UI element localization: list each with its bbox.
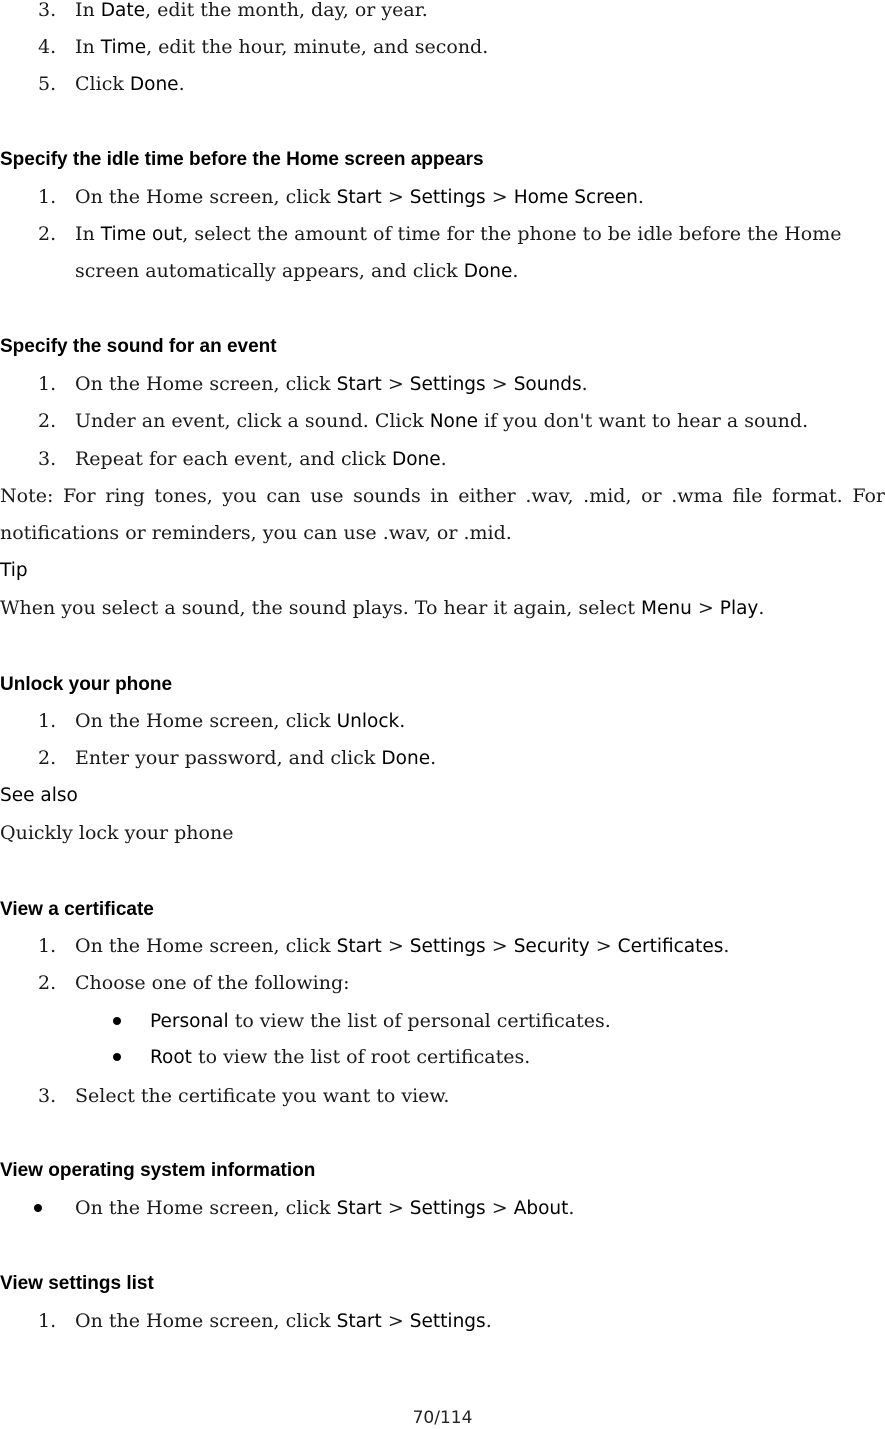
list-number: 5.: [38, 73, 57, 95]
ui-term: Start: [336, 187, 382, 208]
note-text-line-2: notifications or reminders, you can use .wav, or .mid.: [0, 522, 512, 544]
list-number: 3.: [38, 448, 57, 470]
list-text: Repeat for each event, and click Done.: [75, 448, 447, 470]
ui-term: Start: [336, 1311, 382, 1332]
ui-term: Security: [513, 936, 590, 957]
list-text: Enter your password, and click Done.: [75, 747, 437, 769]
tip-text: When you select a sound, the sound plays. To hear it again, select Menu > Play.: [0, 597, 765, 619]
list-text: Select the certificate you want to view.: [75, 1085, 450, 1107]
ui-term: Settings: [409, 187, 486, 208]
tip-label: Tip: [0, 560, 28, 581]
page-number: 70/114: [412, 1408, 473, 1428]
bullet-text: On the Home screen, click Start > Settings > About.: [75, 1197, 575, 1219]
list-text: In Time out, select the amount of time for the phone to be idle before the Home: [75, 223, 842, 245]
list-text: screen automatically appears, and click Done.: [75, 260, 519, 282]
section-heading-os-info: View operating system information: [0, 1160, 316, 1181]
ui-term: Time out: [100, 224, 183, 245]
ui-term: Settings: [409, 936, 486, 957]
ui-term: Settings: [409, 1311, 486, 1332]
ui-term: None: [429, 411, 478, 432]
section-heading-unlock: Unlock your phone: [0, 674, 173, 695]
list-text: Choose one of the following:: [75, 972, 350, 994]
section-heading-certificate: View a certificate: [0, 899, 154, 920]
bullet-icon: [113, 1017, 121, 1025]
ui-term: Done: [129, 74, 179, 95]
list-text: On the Home screen, click Start > Settings > Sounds.: [75, 373, 588, 395]
ui-term: Certificates: [617, 936, 724, 957]
ui-term: Start: [336, 936, 382, 957]
section-heading-sound: Specify the sound for an event: [0, 336, 277, 357]
list-number: 4.: [38, 36, 57, 58]
list-text: In Time, edit the hour, minute, and second.: [75, 36, 489, 58]
ui-term: Personal: [150, 1011, 229, 1032]
bullet-icon: [34, 1204, 42, 1212]
bullet-text: Personal to view the list of personal certificates.: [150, 1010, 611, 1032]
ui-term: Play: [719, 598, 759, 619]
list-number: 2.: [38, 410, 57, 432]
list-number: 2.: [38, 747, 57, 769]
list-number: 1.: [38, 710, 57, 732]
ui-term: Done: [381, 748, 431, 769]
list-number: 1.: [38, 1310, 57, 1332]
list-number: 2.: [38, 223, 57, 245]
ui-term: Sounds: [513, 374, 582, 395]
ui-term: Settings: [409, 374, 486, 395]
list-number: 1.: [38, 186, 57, 208]
bullet-text: Root to view the list of root certificates.: [150, 1046, 531, 1068]
list-text: On the Home screen, click Start > Settings.: [75, 1310, 492, 1332]
see-also-label: See also: [0, 785, 78, 806]
ui-term: Done: [463, 261, 513, 282]
bullet-icon: [113, 1053, 121, 1061]
list-text: On the Home screen, click Start > Settings > Security > Certificates.: [75, 935, 730, 957]
list-text: Click Done.: [75, 73, 185, 95]
see-also-link[interactable]: Quickly lock your phone: [0, 822, 234, 844]
section-heading-settings-list: View settings list: [0, 1273, 154, 1294]
list-text: In Date, edit the month, day, or year.: [75, 0, 428, 21]
list-number: 3.: [38, 1085, 57, 1107]
ui-term: Start: [336, 374, 382, 395]
ui-term: Menu: [641, 598, 692, 619]
list-number: 2.: [38, 972, 57, 994]
ui-term: Settings: [409, 1198, 486, 1219]
ui-term: Date: [100, 0, 146, 21]
ui-term: Time: [100, 37, 147, 58]
list-text: Under an event, click a sound. Click None if you don't want to hear a sound.: [75, 410, 809, 432]
ui-term: Unlock: [336, 711, 400, 732]
ui-term: Home Screen: [513, 187, 638, 208]
ui-term: Root: [150, 1047, 192, 1068]
ui-term: Done: [391, 449, 441, 470]
list-text: On the Home screen, click Start > Settings > Home Screen.: [75, 186, 644, 208]
list-text: On the Home screen, click Unlock.: [75, 710, 406, 732]
list-number: 1.: [38, 373, 57, 395]
note-text-line-1: Note: For ring tones, you can use sounds in either .wav, .mid, or .wma file format. For: [0, 485, 885, 507]
ui-term: About: [513, 1198, 569, 1219]
ui-term: Start: [336, 1198, 382, 1219]
section-heading-idle-time: Specify the idle time before the Home screen appears: [0, 149, 484, 170]
list-number: 3.: [38, 0, 57, 21]
list-number: 1.: [38, 935, 57, 957]
